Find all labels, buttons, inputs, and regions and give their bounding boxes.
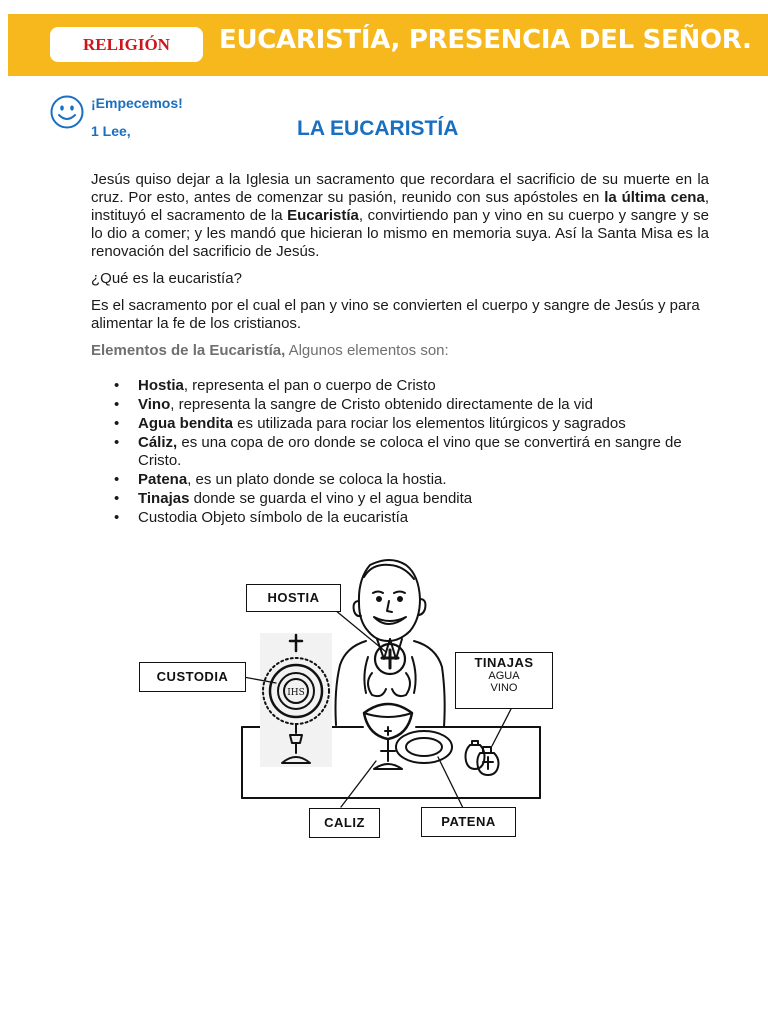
hostia-label: HOSTIA [246,584,341,612]
paragraph-bold: la última cena [604,189,705,206]
jars-drawing [466,741,499,775]
paragraph-text: , convirtiendo pan y vino en su cuerpo y sangre y se lo dio a comer; y les mandó que hicieran lo mismo en memoria suya. Así la Santa Misa es la renovación del sacrificio de Jesús. [91,207,709,260]
subject-badge: RELIGIÓN [50,27,203,62]
item-desc: Custodia Objeto símbolo de la eucaristía [138,509,409,526]
bullet-icon: • [114,377,120,394]
page-banner-title: EUCARISTÍA, PRESENCIA DEL SEÑOR. [219,25,752,55]
custodia-label: CUSTODIA [139,662,246,692]
list-item [91,434,709,470]
list-item [91,471,709,489]
list-item [91,509,709,527]
item-term: Vino [138,396,171,413]
instruction-text: 1 Lee, [91,123,131,139]
paragraph-bold: Eucaristía [287,207,359,224]
monstrance-ihs-text: IHS [287,688,305,698]
item-term: Agua bendita [138,415,234,432]
smiley-icon [50,95,84,129]
list-item [91,490,709,508]
tinajas-label [455,652,553,709]
body-content [91,171,709,528]
elements-intro: Algunos elementos son: [285,342,449,359]
host-wafer [375,644,405,674]
item-desc: es una copa de oro donde se coloca el vino que se convertirá en sangre de Cristo. [138,434,682,469]
list-item [91,415,709,433]
caliz-label: CALIZ [309,808,380,838]
item-desc: , representa el pan o cuerpo de Cristo [183,377,436,394]
item-desc: , es un plato donde se coloca la hostia. [187,471,447,488]
item-desc: donde se guarda el vino y el agua bendita [189,490,473,507]
elements-heading-line [91,342,709,360]
bullet-icon: • [114,434,120,451]
tinajas-title: TINAJAS [474,655,534,670]
item-term: Cáliz, [138,434,178,451]
item-term: Patena [138,471,188,488]
answer-text: Es el sacramento por el cual el pan y vino se convierten el cuerpo y sangre de Jesús y para alimentar la fe de los cristianos. [91,297,700,332]
question-text: ¿Qué es la eucaristía? [91,270,242,287]
patena-label: PATENA [421,807,516,837]
bullet-icon: • [114,396,120,413]
bullet-icon: • [114,490,120,507]
elements-heading: Elementos de la Eucaristía, [91,342,286,359]
monstrance-drawing [260,633,332,767]
item-desc: , representa la sangre de Cristo obtenido directamente de la vid [170,396,593,413]
paragraph-text: Jesús quiso dejar a la Iglesia un sacramento que recordara el sacrificio de su muerte en la cruz. Por esto, antes de comenzar su pasión, reunido con sus apóstoles en [91,171,709,206]
list-item [91,377,709,395]
tinajas-sub-agua: AGUA [488,670,520,682]
tinajas-sub-vino: VINO [490,682,518,694]
item-term: Hostia [138,377,184,394]
greeting-text: ¡Empecemos! [91,95,183,111]
item-term: Tinajas [138,490,190,507]
bullet-icon: • [114,509,120,526]
eucharist-illustration [138,555,558,845]
paten-drawing [396,731,452,763]
item-desc: es utilizada para rociar los elementos litúrgicos y sagrados [233,415,626,432]
paragraph-text: , instituyó el sacramento de la [91,189,709,224]
list-item [91,396,709,414]
main-title: LA EUCARISTÍA [297,117,459,140]
intro-paragraph [91,171,709,261]
bullet-icon: • [114,471,120,488]
bullet-icon: • [114,415,120,432]
elements-list [91,377,709,527]
